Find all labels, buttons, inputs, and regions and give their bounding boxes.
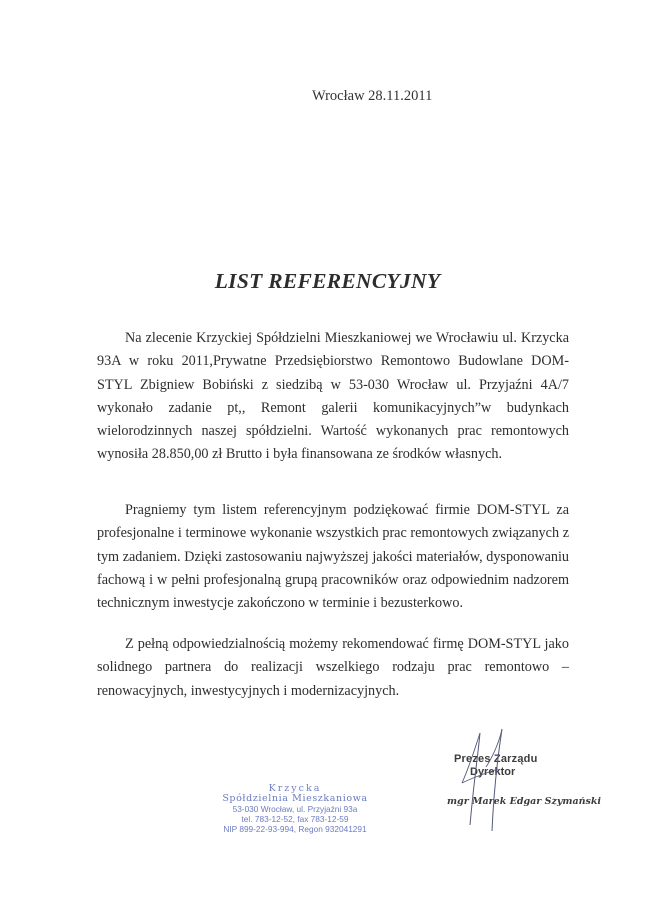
paragraph-text: Z pełną odpowiedzialnością możemy rekomendować firmę DOM-STYL jako solidnego partnera do realizacji wszelkiego rodzaju prac remontowo – renowacyjnych, inwestycyjnych i modernizacyjnych. <box>97 636 569 699</box>
stamp-name-line1: Krzycka <box>268 783 322 794</box>
stamp-phone: tel. 783-12-52, fax 783-12-59 <box>241 814 349 824</box>
signature-block <box>440 738 602 833</box>
signatory-role: Dyrektor <box>470 766 516 778</box>
paragraph-contract-details <box>97 327 569 467</box>
signatory-title: Prezes Zarządu <box>454 753 538 765</box>
company-stamp <box>210 784 380 834</box>
paragraph-thanks <box>97 499 569 615</box>
place-date: Wrocław 28.11.2011 <box>312 88 433 104</box>
stamp-ids: NIP 899-22-93-994, Regon 932041291 <box>223 824 367 834</box>
stamp-address: 53-030 Wrocław, ul. Przyjaźni 93a <box>232 804 358 814</box>
signatory-name: mgr Marek Edgar Szymański <box>447 796 602 807</box>
paragraph-recommendation <box>97 633 569 703</box>
document-title-text: LIST REFERENCYJNY <box>214 269 441 293</box>
stamp-name-line2: Spółdzielnia Mieszkaniowa <box>222 793 368 804</box>
paragraph-text: Pragniemy tym listem referencyjnym podziękować firmie DOM-STYL za profesjonalne i terminowe wykonanie wszystkich prac remontowych związanych z tym zadaniem. Dzięki zastosowaniu najwyższej jakości materiałów, dysponowaniu fachową i w pełni profesjonalną grupą pracowników oraz odpowiednim nadzorem technicznym inwestycje zakończono w terminie i bezusterkowo. <box>97 502 569 612</box>
paragraph-text: Na zlecenie Krzyckiej Spółdzielni Mieszkaniowej we Wrocławiu ul. Krzycka 93A w roku 2011,Prywatne Przedsiębiorstwo Remontowo Budowlane DOM-STYL Zbigniew Bobiński z siedzibą w 53-030 Wrocław ul. Przyjaźni 4A/7 wykonało zadanie pt,, Remont galerii komunikacyjnych”w budynkach wielorodzinnych naszej spółdzielni. Wartość wykonanych prac remontowych wynosiła 28.850,00 zł Brutto i była finansowana ze środków własnych. <box>97 330 569 463</box>
document-title <box>0 269 655 294</box>
